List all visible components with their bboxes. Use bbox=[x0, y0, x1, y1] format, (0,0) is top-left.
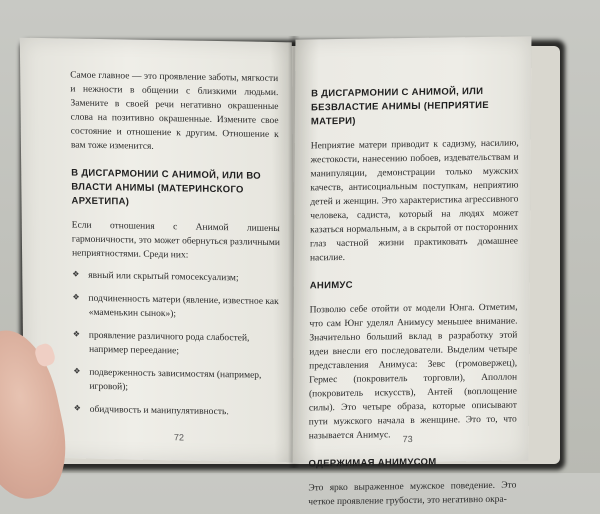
animus-possessed-paragraph: Это ярко выраженное мужское поведение. Это четкое проявление грубости, это негативно окра- bbox=[308, 480, 517, 508]
diamond-bullet-icon: ❖ bbox=[73, 403, 81, 413]
left-page bbox=[20, 38, 296, 463]
diamond-bullet-icon: ❖ bbox=[73, 366, 81, 376]
diamond-bullet-icon: ❖ bbox=[72, 269, 80, 279]
section-heading-anima-powerless: В ДИСГАРМОНИИ С АНИМОЙ, ИЛИ БЕЗВЛАСТИЕ АНИМЫ (НЕПРИЯТИЕ МАТЕРИ) bbox=[310, 86, 489, 128]
section-heading-animus: АНИМУС bbox=[309, 279, 353, 292]
page-number-left: 72 bbox=[173, 432, 185, 443]
mother-rejection-paragraph: Неприятие матери приводит к садизму, насилию, жестокости, нанесению побоев, издевательствам и манипуляции, демонстрации только мужских качеств, антисоциальным поступкам, неприятию детей и женщин. Это характеристика агрессивного человека, садиста, который на людях может казаться нормальным, а в скрытой от посторонних глаз частной жизни практиковать домашнее насилие. bbox=[309, 138, 519, 264]
right-page bbox=[293, 36, 532, 508]
section-heading-animus-possessed: ОДЕРЖИМАЯ АНИМУСОМ bbox=[308, 456, 437, 470]
list-item-text: проявление различного рода слабостей, например переедание; bbox=[88, 330, 250, 357]
list-item-text: подчиненность матери (явление, известное как «маменькин сынок»); bbox=[88, 293, 279, 320]
list-item bbox=[73, 329, 281, 361]
page-number-right: 73 bbox=[402, 433, 413, 445]
list-item-text: обидчивость и манипулятивность. bbox=[89, 404, 229, 418]
list-item bbox=[72, 269, 280, 287]
list-intro-paragraph: Если отношения с Анимой лишены гармоничности, это может обернуться различными неприятностями. Среди них: bbox=[71, 220, 280, 261]
animus-paragraph: Позволю себе отойти от модели Юнга. Отметим, что сам Юнг уделял Анимусу меньшее внимание. Значительно больший вклад в разработку этой идеи внесли его последователи. Выделим четыре представления Анимуса: Зевс (громовержец), Гермес (покровитель торговли), Аполлон (покровитель искусств), Антей (воплощение силы). Это четыре образа, которые описывают пути мужского начала в женщине. Это то, что называется Анимус. bbox=[308, 302, 518, 442]
list-item-text: подверженность зависимостям (например, игровой); bbox=[89, 367, 262, 393]
intro-paragraph: Самое главное — это проявление заботы, мягкости и нежности в общении с близкими людьми. Замените в своей речи негативно окрашенные слова на позитивно окрашенные. Измените свое состояние и отношение к другим. Отношение к вам тоже изменится. bbox=[70, 70, 279, 152]
right-page-content bbox=[308, 66, 519, 513]
list-item bbox=[74, 403, 282, 421]
list-item bbox=[72, 292, 280, 324]
diamond-bullet-icon: ❖ bbox=[72, 292, 80, 302]
diamond-bullet-icon: ❖ bbox=[72, 329, 81, 339]
bullet-list bbox=[72, 269, 282, 421]
left-page-content bbox=[70, 68, 282, 429]
section-heading-anima-disharmony: В ДИСГАРМОНИИ С АНИМОЙ, ИЛИ ВО ВЛАСТИ АНИМЫ (МАТЕРИНСКОГО АРХЕТИПА) bbox=[71, 167, 261, 208]
list-item bbox=[73, 366, 281, 398]
list-item-text: явный или скрытый гомосексуализм; bbox=[88, 270, 239, 284]
